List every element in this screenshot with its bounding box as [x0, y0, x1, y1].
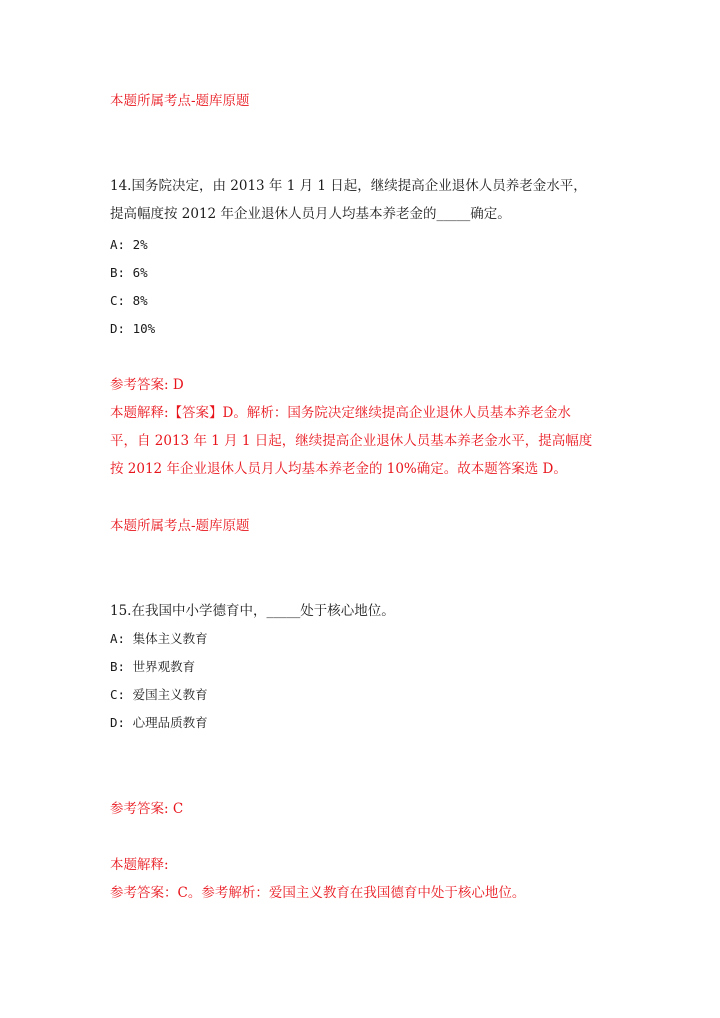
- question-15-option-d: D: 心理品质教育: [110, 715, 208, 730]
- question-15-stem: 15.在我国中小学德育中，_____处于核心地位。: [110, 603, 395, 619]
- question-15-option-a: A: 集体主义教育: [110, 631, 208, 646]
- question-14-answer: 参考答案: D: [110, 377, 184, 393]
- question-14-explanation-line-1: 本题解释:【答案】D。解析：国务院决定继续提高企业退休人员基本养老金水: [110, 405, 571, 421]
- question-14-option-c: C: 8%: [110, 293, 148, 308]
- question-14-option-a: A: 2%: [110, 237, 148, 252]
- topic-source-note: 本题所属考点-题库原题: [110, 93, 250, 109]
- question-15-explanation: 参考答案：C。参考解析：爱国主义教育在我国德育中处于核心地位。: [110, 885, 526, 901]
- question-14-stem-line-2: 提高幅度按 2012 年企业退休人员月人均基本养老金的_____确定。: [110, 206, 511, 222]
- question-15-option-b: B: 世界观教育: [110, 659, 196, 674]
- question-14-topic-note: 本题所属考点-题库原题: [110, 518, 250, 534]
- question-14-option-d: D: 10%: [110, 321, 156, 336]
- question-15-answer: 参考答案: C: [110, 801, 184, 817]
- question-15-explanation-label: 本题解释:: [110, 857, 169, 873]
- question-14-option-b: B: 6%: [110, 265, 148, 280]
- question-14-explanation-line-3: 按 2012 年企业退休人员月人均基本养老金的 10%确定。故本题答案选 D。: [110, 461, 567, 477]
- question-14-stem-line-1: 14.国务院决定，由 2013 年 1 月 1 日起，继续提高企业退休人员养老金水平，: [110, 178, 587, 194]
- question-14-explanation-line-2: 平，自 2013 年 1 月 1 日起，继续提高企业退休人员基本养老金水平，提高幅度: [110, 433, 593, 449]
- question-15-option-c: C: 爱国主义教育: [110, 687, 208, 702]
